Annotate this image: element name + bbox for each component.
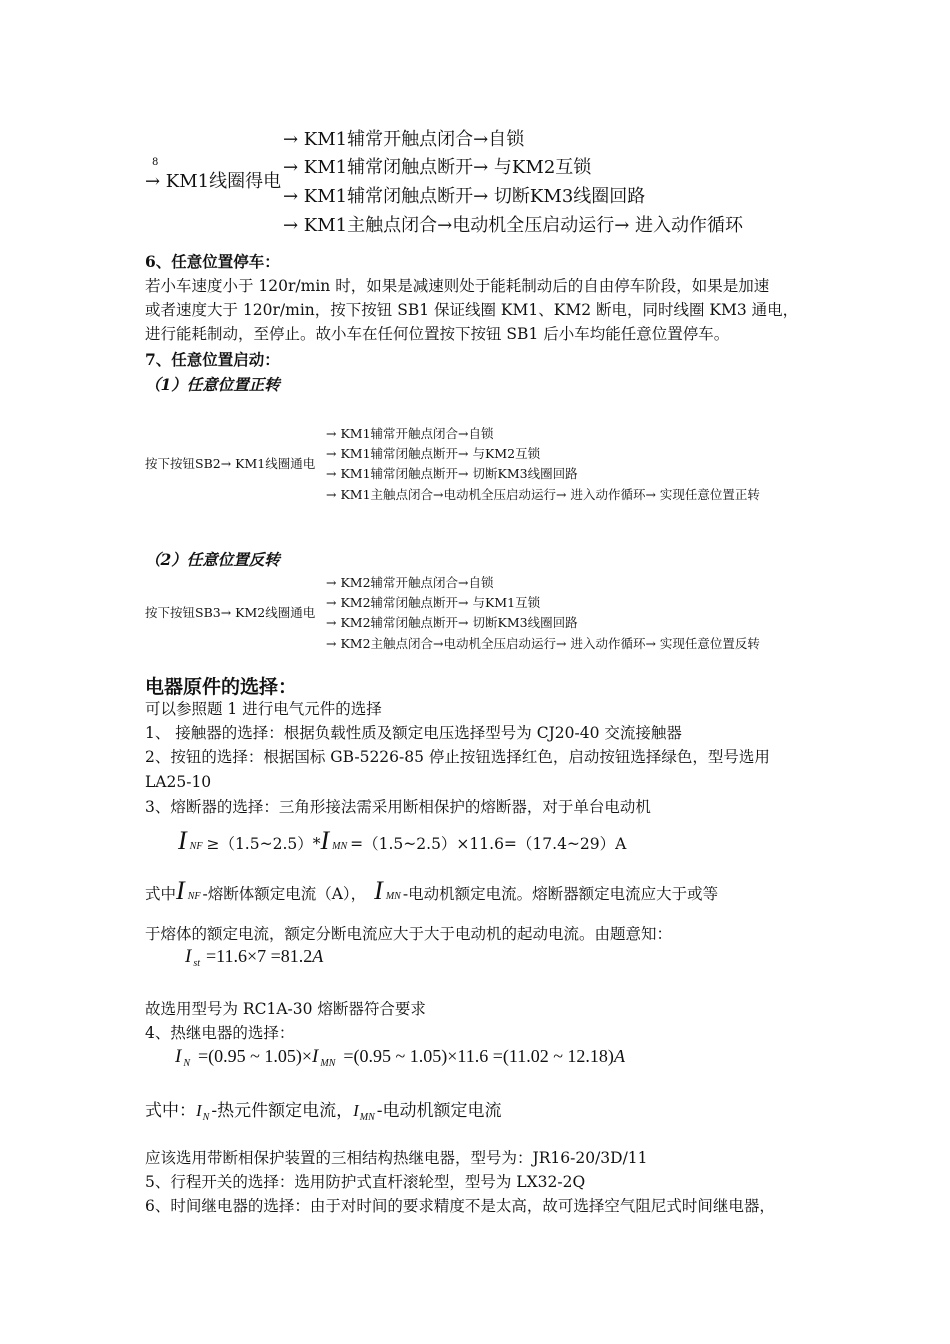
diagram3-branch-2: → KM2辅常闭触点断开→ 与KM1互锁 [326,595,541,610]
diagram1-branch-4: → KM1主触点闭合→电动机全压启动运行→ 进入动作循环 [283,215,744,236]
formula-symbol: I [178,826,187,855]
definition-text: -电动机额定电流 [376,1101,502,1121]
diagram1-branch-1: → KM1辅常开触点闭合→自锁 [283,129,525,150]
fuse-formula [178,826,626,856]
fuse-definition [145,876,718,906]
formula-subscript: NF [187,891,201,902]
selection-item-4: 4、热继电器的选择： [145,1024,295,1042]
section6-line-3: 进行能耗制动，至停止。故小车在任何位置按下按钮 SB1 后小车均能任意位置停车。 [145,325,730,343]
section7-sub1: （1）任意位置正转 [145,375,280,394]
formula-unit: A [613,1046,625,1066]
diagram3-branch-1: → KM2辅常开触点闭合→自锁 [326,575,494,590]
formula-symbol: I [353,1101,359,1120]
formula-symbol: I [175,1046,182,1067]
formula-symbol: I [185,946,192,967]
definition-text: -熔断体额定电流（A）， [202,885,367,903]
formula-text: =(0.95 ~ 1.05)× [198,1046,313,1066]
section7-sub2: （2）任意位置反转 [145,550,280,569]
formula-subscript: N [183,1058,190,1069]
formula-symbol: I [374,876,383,905]
thermal-model: 应该选用带断相保护装置的三相结构热继电器，型号为：JR16-20/3D/11 [145,1149,648,1167]
formula-subscript: MN [320,1058,336,1069]
formula-subscript: N [202,1112,210,1123]
selection-intro: 可以参照题 1 进行电气元件的选择 [145,700,382,718]
selection-item-6: 6、时间继电器的选择：由于对时间的要求精度不是太高，故可选择空气阻尼式时间继电器， [145,1197,775,1215]
selection-item-1: 1、 接触器的选择：根据负载性质及额定电压选择型号为 CJ20-40 交流接触器 [145,724,682,742]
diagram1-branch-2: → KM1辅常闭触点断开→ 与KM2互锁 [283,157,592,178]
diagram3-branch-3: → KM2辅常闭触点断开→ 切断KM3线圈回路 [326,615,578,630]
formula-text: =11.6×7 =81.2 [206,946,313,966]
definition-text: -电动机额定电流。熔断器额定电流应大于或等 [402,885,719,903]
diagram2-branch-2: → KM1辅常闭触点断开→ 与KM2互锁 [326,446,541,461]
formula-unit: A [312,946,324,966]
start-current-formula [185,946,323,968]
diagram2-branch-4: → KM1主触点闭合→电动机全压启动运行→ 进入动作循环→ 实现任意位置正转 [326,487,760,502]
formula-subscript: MN [359,1112,375,1123]
diagram1-left: → KM1线圈得电 [145,171,282,192]
formula-symbol: I [320,826,330,855]
formula-subscript: NF [189,841,203,852]
diagram2-left: 按下按钮SB2→ KM1线圈通电 [145,456,316,471]
formula-subscript: MN [385,891,401,902]
diagram2-branch-1: → KM1辅常开触点闭合→自锁 [326,426,494,441]
selection-item-3: 3、熔断器的选择：三角形接法需采用断相保护的熔断器，对于单台电动机 [145,798,651,816]
selection-item-2b: LA25-10 [145,773,212,791]
fuse-model: 故选用型号为 RC1A-30 熔断器符合要求 [145,1000,426,1018]
selection-item-2a: 2、按钮的选择：根据国标 GB-5226-85 停止按钮选择红色，启动按钮选择绿色，型号选用 [145,748,770,766]
diagram2-branch-3: → KM1辅常闭触点断开→ 切断KM3线圈回路 [326,466,578,481]
section6-line-2: 或者速度大于 120r/min，按下按钮 SB1 保证线圈 KM1、KM2 断电，同时线圈 KM3 通电， [145,301,799,319]
section6-heading: 6、任意位置停车： [145,252,280,271]
selection-heading: 电器原件的选择： [145,676,298,698]
formula-symbol: I [176,876,185,905]
selection-item-5: 5、行程开关的选择：选用防护式直杆滚轮型，型号为 LX32-2Q [145,1173,586,1191]
thermal-definition [145,1096,502,1121]
formula-symbol: I [196,1101,202,1120]
thermal-formula [175,1046,625,1068]
section7-heading: 7、任意位置启动： [145,350,280,369]
formula-text: ≥（1.5~2.5）* [206,835,321,853]
formula-symbol: I [312,1046,319,1067]
footnote-marker: 8 [152,157,159,168]
definition-prefix: 式中 [145,885,177,903]
section6-line-1: 若小车速度小于 120r/min 时，如果是减速则处于能耗制动后的自由停车阶段，如果是加速 [145,277,770,295]
formula-text: =(0.95 ~ 1.05)×11.6 =(11.02 ~ 12.18) [343,1046,614,1066]
formula-subscript: st [193,958,200,969]
diagram1-branch-3: → KM1辅常闭触点断开→ 切断KM3线圈回路 [283,186,646,207]
formula-subscript: MN [332,841,348,852]
formula-text: =（1.5~2.5）×11.6=（17.4~29）A [350,835,627,853]
diagram3-left: 按下按钮SB3→ KM2线圈通电 [145,605,316,620]
definition-prefix: 式中： [145,1101,196,1121]
diagram3-branch-4: → KM2主触点闭合→电动机全压启动运行→ 进入动作循环→ 实现任意位置反转 [326,636,760,651]
definition-text: -热元件额定电流， [211,1101,354,1121]
fuse-definition-continued: 于熔体的额定电流，额定分断电流应大于大于电动机的起动电流。由题意知： [145,925,673,943]
